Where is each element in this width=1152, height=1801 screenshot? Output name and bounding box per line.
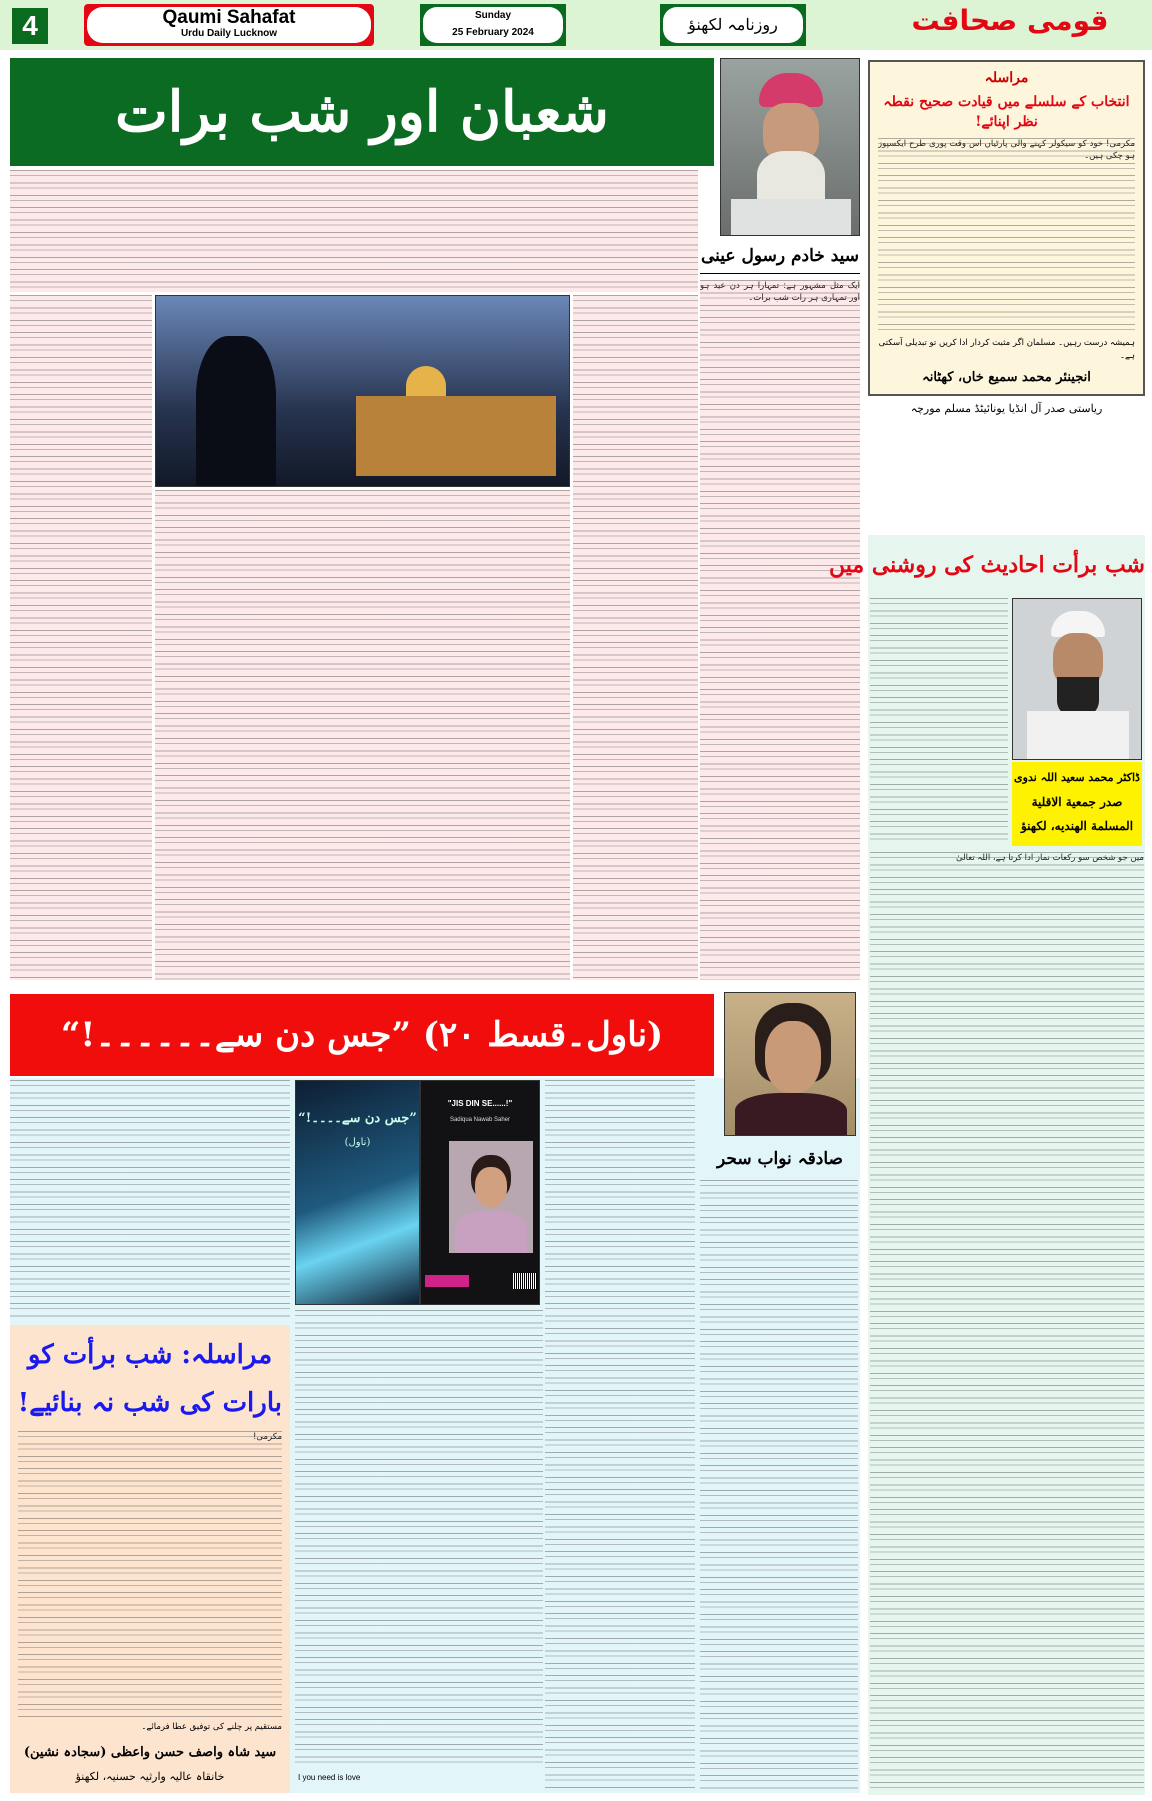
book-author-en: Sadiqua Nawab Saher <box>449 1117 511 1123</box>
day: Sunday <box>474 10 512 21</box>
letter-top-closing: ہمیشہ درست رہیں۔ مسلمان اگر مثبت کردار ادا کریں تو تبدیلی آسکتی ہے۔ <box>878 338 1135 361</box>
date: 25 February 2024 <box>452 27 534 38</box>
brand-urdu: قومی صحافت <box>911 4 1109 37</box>
book-front-cover <box>295 1080 420 1305</box>
letter-bottom-headline-2: بارات کی شب نہ بنائیے! <box>17 1388 282 1418</box>
hadith-author-title-1: صدر جمعیة الاقلیة <box>1031 795 1123 809</box>
book-title-en: "JIS DIN SE......!" <box>447 1099 513 1108</box>
novel-col-middle <box>295 1310 543 1765</box>
masthead <box>84 4 374 46</box>
main-article-col <box>573 295 698 980</box>
page-number: 4 <box>12 8 48 44</box>
urdu-daily-box <box>660 4 806 46</box>
letter-bottom-author: سید شاہ واصف حسن واعظی (سجادہ نشین) <box>23 1745 277 1760</box>
letter-top-author: انجینئر محمد سمیع خاں، کھٹانہ <box>922 370 1091 385</box>
hadith-author: ڈاکٹر محمد سعید اللہ ندوی <box>1014 771 1140 784</box>
letter-bottom-opening: مکرمی! <box>18 1431 282 1445</box>
main-intro: ایک مثل مشہور ہے: تمہارا ہر دن عید ہو اور تمہاری ہر رات شب برات۔ <box>700 280 860 307</box>
letter-bottom-author-title: خانقاہ عالیہ وارثیہ حسنیہ، لکھنؤ <box>75 1770 225 1783</box>
letter-top-author-title: ریاستی صدر آل انڈیا یونائیٹڈ مسلم مورچہ <box>910 402 1103 415</box>
novel-col-left-top <box>10 1080 290 1320</box>
mosque-prayer-image <box>155 295 570 487</box>
main-headline: شعبان اور شب برات <box>10 58 714 166</box>
novel-col <box>545 1080 695 1790</box>
hadith-body <box>870 852 1144 1790</box>
book-title-urdu: ”جس دن سے۔۔۔۔!“ <box>298 1111 417 1126</box>
novel-quote-en: I you need is love <box>298 1773 361 1782</box>
hadith-snippet: میں جو شخص سو رکعات نماز ادا کرتا ہے، اللہ تعالیٰ <box>870 852 1144 866</box>
main-article-middle-cols <box>155 490 570 980</box>
novel-author: صادقہ نواب سحر <box>717 1149 843 1169</box>
letter-top-body <box>878 138 1135 335</box>
novel-author-photo <box>724 992 856 1136</box>
book-genre-urdu: (ناول) <box>344 1137 371 1148</box>
letter-bottom-closing: مستقیم پر چلنے کی توفیق عطا فرمائے۔ <box>141 1721 282 1732</box>
letter-top-headline: انتخاب کے سلسلے میں قیادت صحیح نقطہ نظر اپنائے! <box>883 94 1130 130</box>
letter-top-opening: مکرمی! خود کو سیکولر کہنے والی پارٹیاں اس وقت پوری طرح ایکسپوز ہو چکی ہیں۔ <box>878 138 1135 165</box>
novel-headline: (ناول۔قسط ۲۰) ”جس دن سے۔۔۔۔۔۔!“ <box>10 994 714 1076</box>
novel-col-right <box>700 1180 858 1790</box>
main-article-top-cols <box>10 170 698 292</box>
main-author: سید خادم رسول عینی <box>700 240 860 274</box>
masthead-title: Qaumi Sahafat <box>162 7 296 28</box>
letter-bottom-headline-1: مراسلہ: شب برأت کو <box>27 1340 273 1370</box>
letter-top-box <box>868 60 1145 396</box>
hadith-headline: شب برأت احادیث کی روشنی میں <box>829 552 1145 578</box>
main-article-col-right <box>700 280 860 980</box>
author-photo <box>720 58 860 236</box>
main-article-left-col <box>10 295 152 980</box>
urdu-daily-label: روزنامہ لکھنؤ <box>663 7 803 43</box>
hadith-author-box <box>1012 762 1142 846</box>
date-box <box>420 4 566 46</box>
letter-top-label: مراسلہ <box>984 70 1029 86</box>
barcode <box>513 1273 537 1289</box>
letter-bottom-box <box>10 1325 290 1793</box>
letter-bottom-body <box>18 1431 282 1719</box>
hadith-intro-col <box>870 598 1008 846</box>
hadith-author-photo <box>1012 598 1142 760</box>
hadith-author-title-2: المسلمة الهندیه، لکھنؤ <box>1020 819 1134 833</box>
book-back-cover <box>420 1080 540 1305</box>
masthead-subtitle: Urdu Daily Lucknow <box>180 28 278 39</box>
